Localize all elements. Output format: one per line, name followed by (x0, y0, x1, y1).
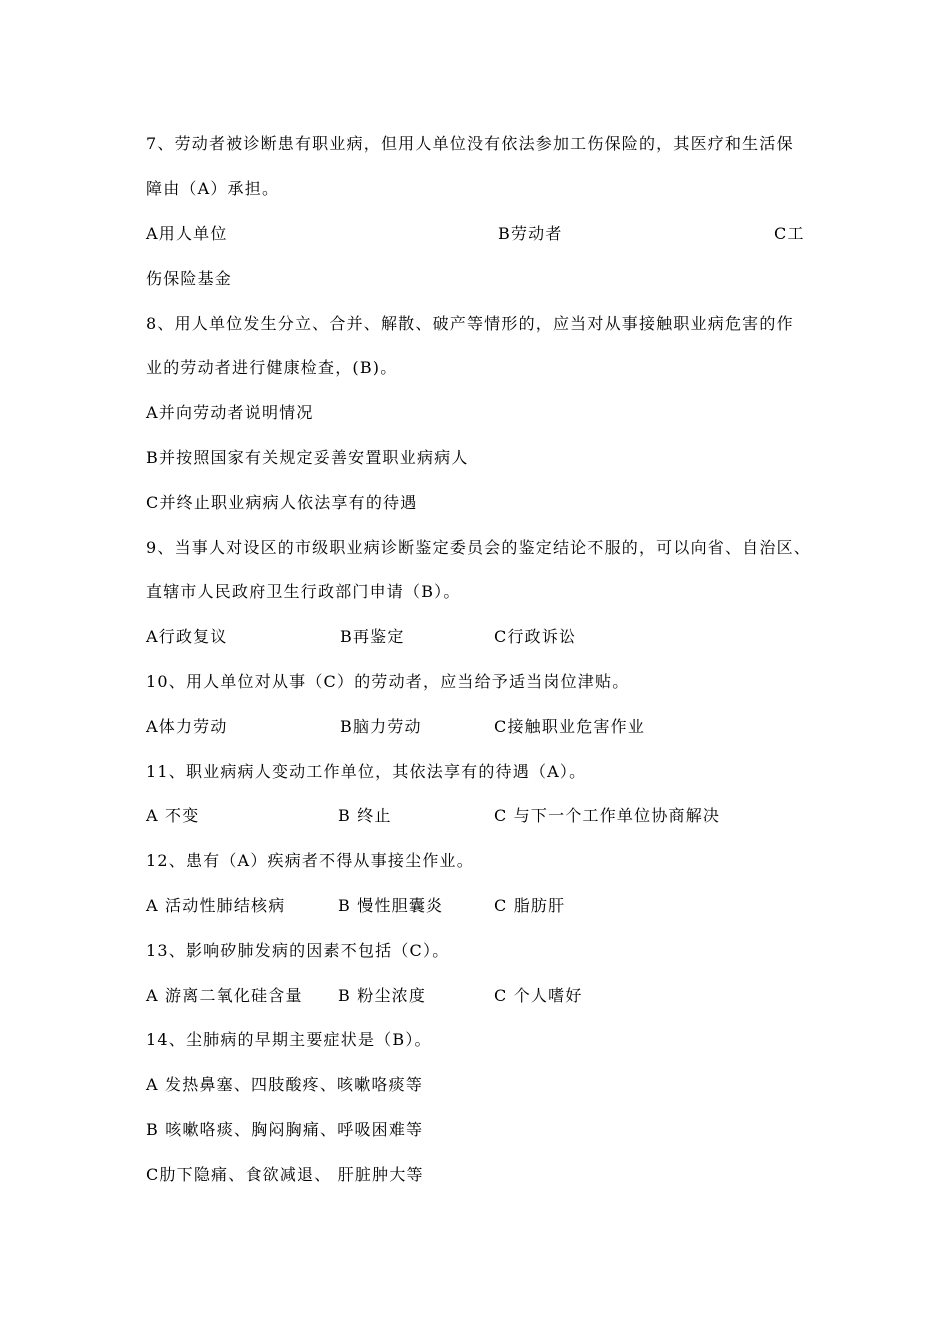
question-8-option-c: C并终止职业病病人依法享有的待遇 (146, 493, 418, 512)
question-10-option-a: A体力劳动 (146, 717, 228, 736)
question-13-option-c: C 个人嗜好 (494, 986, 583, 1005)
question-8-option-b: B并按照国家有关规定妥善安置职业病病人 (146, 448, 469, 467)
question-7-stem-line-1: 7、劳动者被诊断患有职业病，但用人单位没有依法参加工伤保险的，其医疗和生活保 (146, 134, 794, 153)
question-14-stem: 14、尘肺病的早期主要症状是（B）。 (146, 1030, 432, 1049)
question-8-option-a: A并向劳动者说明情况 (146, 403, 314, 422)
question-12-option-a: A 活动性肺结核病 (146, 896, 286, 915)
question-7-stem-line-2: 障由（A）承担。 (146, 179, 280, 198)
question-8-stem-line-1: 8、用人单位发生分立、合并、解散、破产等情形的，应当对从事接触职业病危害的作 (146, 314, 794, 333)
question-8-stem-line-2: 业的劳动者进行健康检查，(B)。 (146, 358, 398, 377)
question-9-option-a: A行政复议 (146, 627, 228, 646)
question-12-stem: 12、患有（A）疾病者不得从事接尘作业。 (146, 851, 474, 870)
question-12-option-c: C 脂肪肝 (494, 896, 566, 915)
question-14-option-b: B 咳嗽咯痰、胸闷胸痛、呼吸困难等 (146, 1120, 424, 1139)
question-13-stem: 13、影响矽肺发病的因素不包括（C）。 (146, 941, 450, 960)
question-7-option-c-part-1: C工 (774, 224, 805, 243)
question-13-option-b: B 粉尘浓度 (338, 986, 427, 1005)
question-9-option-c: C行政诉讼 (494, 627, 577, 646)
question-12-option-b: B 慢性胆囊炎 (338, 896, 444, 915)
question-14-option-c: C肋下隐痛、食欲减退、 肝脏肿大等 (146, 1165, 424, 1184)
question-11-stem: 11、职业病病人变动工作单位，其依法享有的待遇（A）。 (146, 762, 587, 781)
question-11-option-a: A 不变 (146, 806, 200, 825)
question-9-stem-line-1: 9、当事人对设区的市级职业病诊断鉴定委员会的鉴定结论不服的，可以向省、自治区、 (146, 538, 811, 557)
question-11-option-b: B 终止 (338, 806, 392, 825)
question-13-option-a: A 游离二氧化硅含量 (146, 986, 303, 1005)
question-14-option-a: A 发热鼻塞、四肢酸疼、咳嗽咯痰等 (146, 1075, 424, 1094)
question-7-option-c-part-2: 伤保险基金 (146, 269, 233, 288)
question-10-option-c: C接触职业危害作业 (494, 717, 646, 736)
question-7-option-b: B劳动者 (498, 224, 563, 243)
question-7-option-a: A用人单位 (146, 224, 228, 243)
question-10-option-b: B脑力劳动 (340, 717, 422, 736)
question-9-stem-line-2: 直辖市人民政府卫生行政部门申请（B）。 (146, 582, 461, 601)
question-9-option-b: B再鉴定 (340, 627, 405, 646)
question-11-option-c: C 与下一个工作单位协商解决 (494, 806, 721, 825)
question-10-stem: 10、用人单位对从事（C）的劳动者，应当给予适当岗位津贴。 (146, 672, 630, 691)
